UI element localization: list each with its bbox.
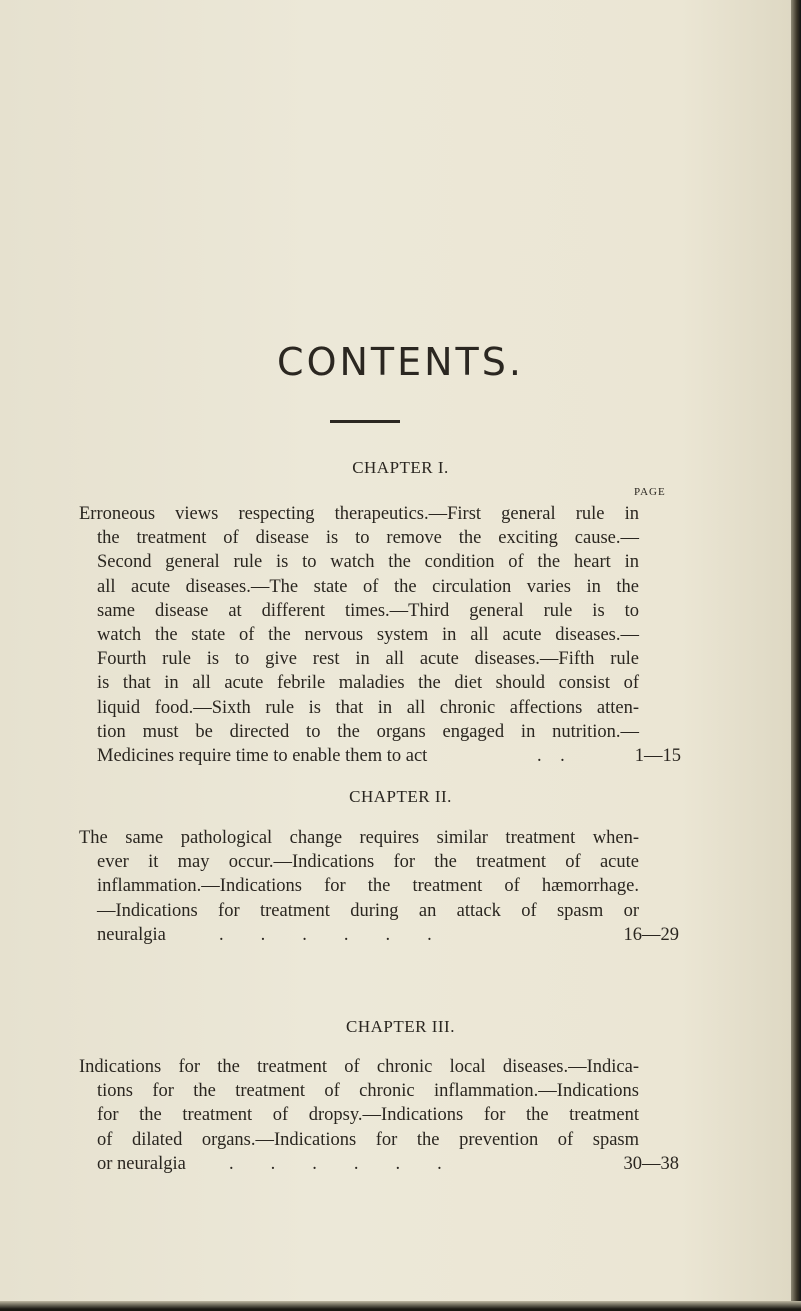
page-title: CONTENTS.: [277, 340, 524, 384]
page-edge-right: [791, 0, 801, 1311]
chapter-1-line: all acute diseases.—The state of the circulation varies in the: [97, 576, 639, 597]
title-rule: [330, 420, 400, 423]
leader-dots: . .: [537, 745, 565, 766]
chapter-3-line: tions for the treatment of chronic inflammation.—Indications: [97, 1081, 639, 1102]
chapter-1-entry: [79, 502, 681, 768]
leader-dots: . . . . . .: [219, 924, 432, 945]
chapter-1-line: Erroneous views respecting therapeutics.—First general rule in: [79, 504, 639, 524]
chapter-2-line: neuralgia: [97, 924, 166, 945]
chapter-3-last-line: [79, 1152, 679, 1176]
leader-dots: . . . . . .: [229, 1153, 442, 1174]
chapter-3-line: of dilated organs.—Indications for the prevention of spasm: [97, 1129, 639, 1150]
page-column-label: PAGE: [634, 486, 666, 498]
chapter-1-heading: CHAPTER I.: [352, 458, 449, 477]
chapter-1-last-line: [79, 744, 681, 768]
chapter-1-line: same disease at different times.—Third general rule is to: [97, 600, 639, 621]
chapter-1-line: the treatment of disease is to remove the exciting cause.—: [97, 528, 639, 549]
chapter-1-line: liquid food.—Sixth rule is that in all chronic affections atten-: [97, 697, 639, 718]
chapter-1-line: is that in all acute febrile maladies the diet should consist of: [97, 673, 639, 694]
chapter-2-line: —Indications for treatment during an attack of spasm or: [97, 900, 639, 921]
chapter-1-pages: 1—15: [634, 745, 681, 766]
chapter-1-line: Second general rule is to watch the condition of the heart in: [97, 552, 639, 573]
chapter-3-entry: [79, 1055, 679, 1176]
chapter-2-heading: CHAPTER II.: [349, 787, 452, 806]
page-edge-bottom: [0, 1301, 801, 1311]
chapter-3-line: Indications for the treatment of chronic local diseases.—Indica-: [79, 1057, 639, 1077]
chapter-2-line: inflammation.—Indications for the treatment of hæmorrhage.: [97, 876, 639, 897]
chapter-3-line: for the treatment of dropsy.—Indications for the treatment: [97, 1105, 639, 1126]
chapter-3-heading: CHAPTER III.: [346, 1017, 455, 1036]
chapter-3-pages: 30—38: [623, 1153, 679, 1174]
chapter-1-line: tion must be directed to the organs engaged in nutrition.—: [97, 721, 639, 742]
chapter-1-line: Fourth rule is to give rest in all acute diseases.—Fifth rule: [97, 649, 639, 670]
chapter-2-last-line: [79, 923, 679, 947]
chapter-1-line: watch the state of the nervous system in all acute diseases.—: [97, 624, 639, 645]
chapter-2-entry: [79, 826, 679, 947]
chapter-2-line: ever it may occur.—Indications for the treatment of acute: [97, 852, 639, 873]
chapter-3-line: or neuralgia: [97, 1153, 186, 1174]
chapter-1-line: Medicines require time to enable them to act: [97, 745, 428, 766]
chapter-2-line: The same pathological change requires similar treatment when-: [79, 828, 639, 848]
chapter-2-pages: 16—29: [623, 924, 679, 945]
